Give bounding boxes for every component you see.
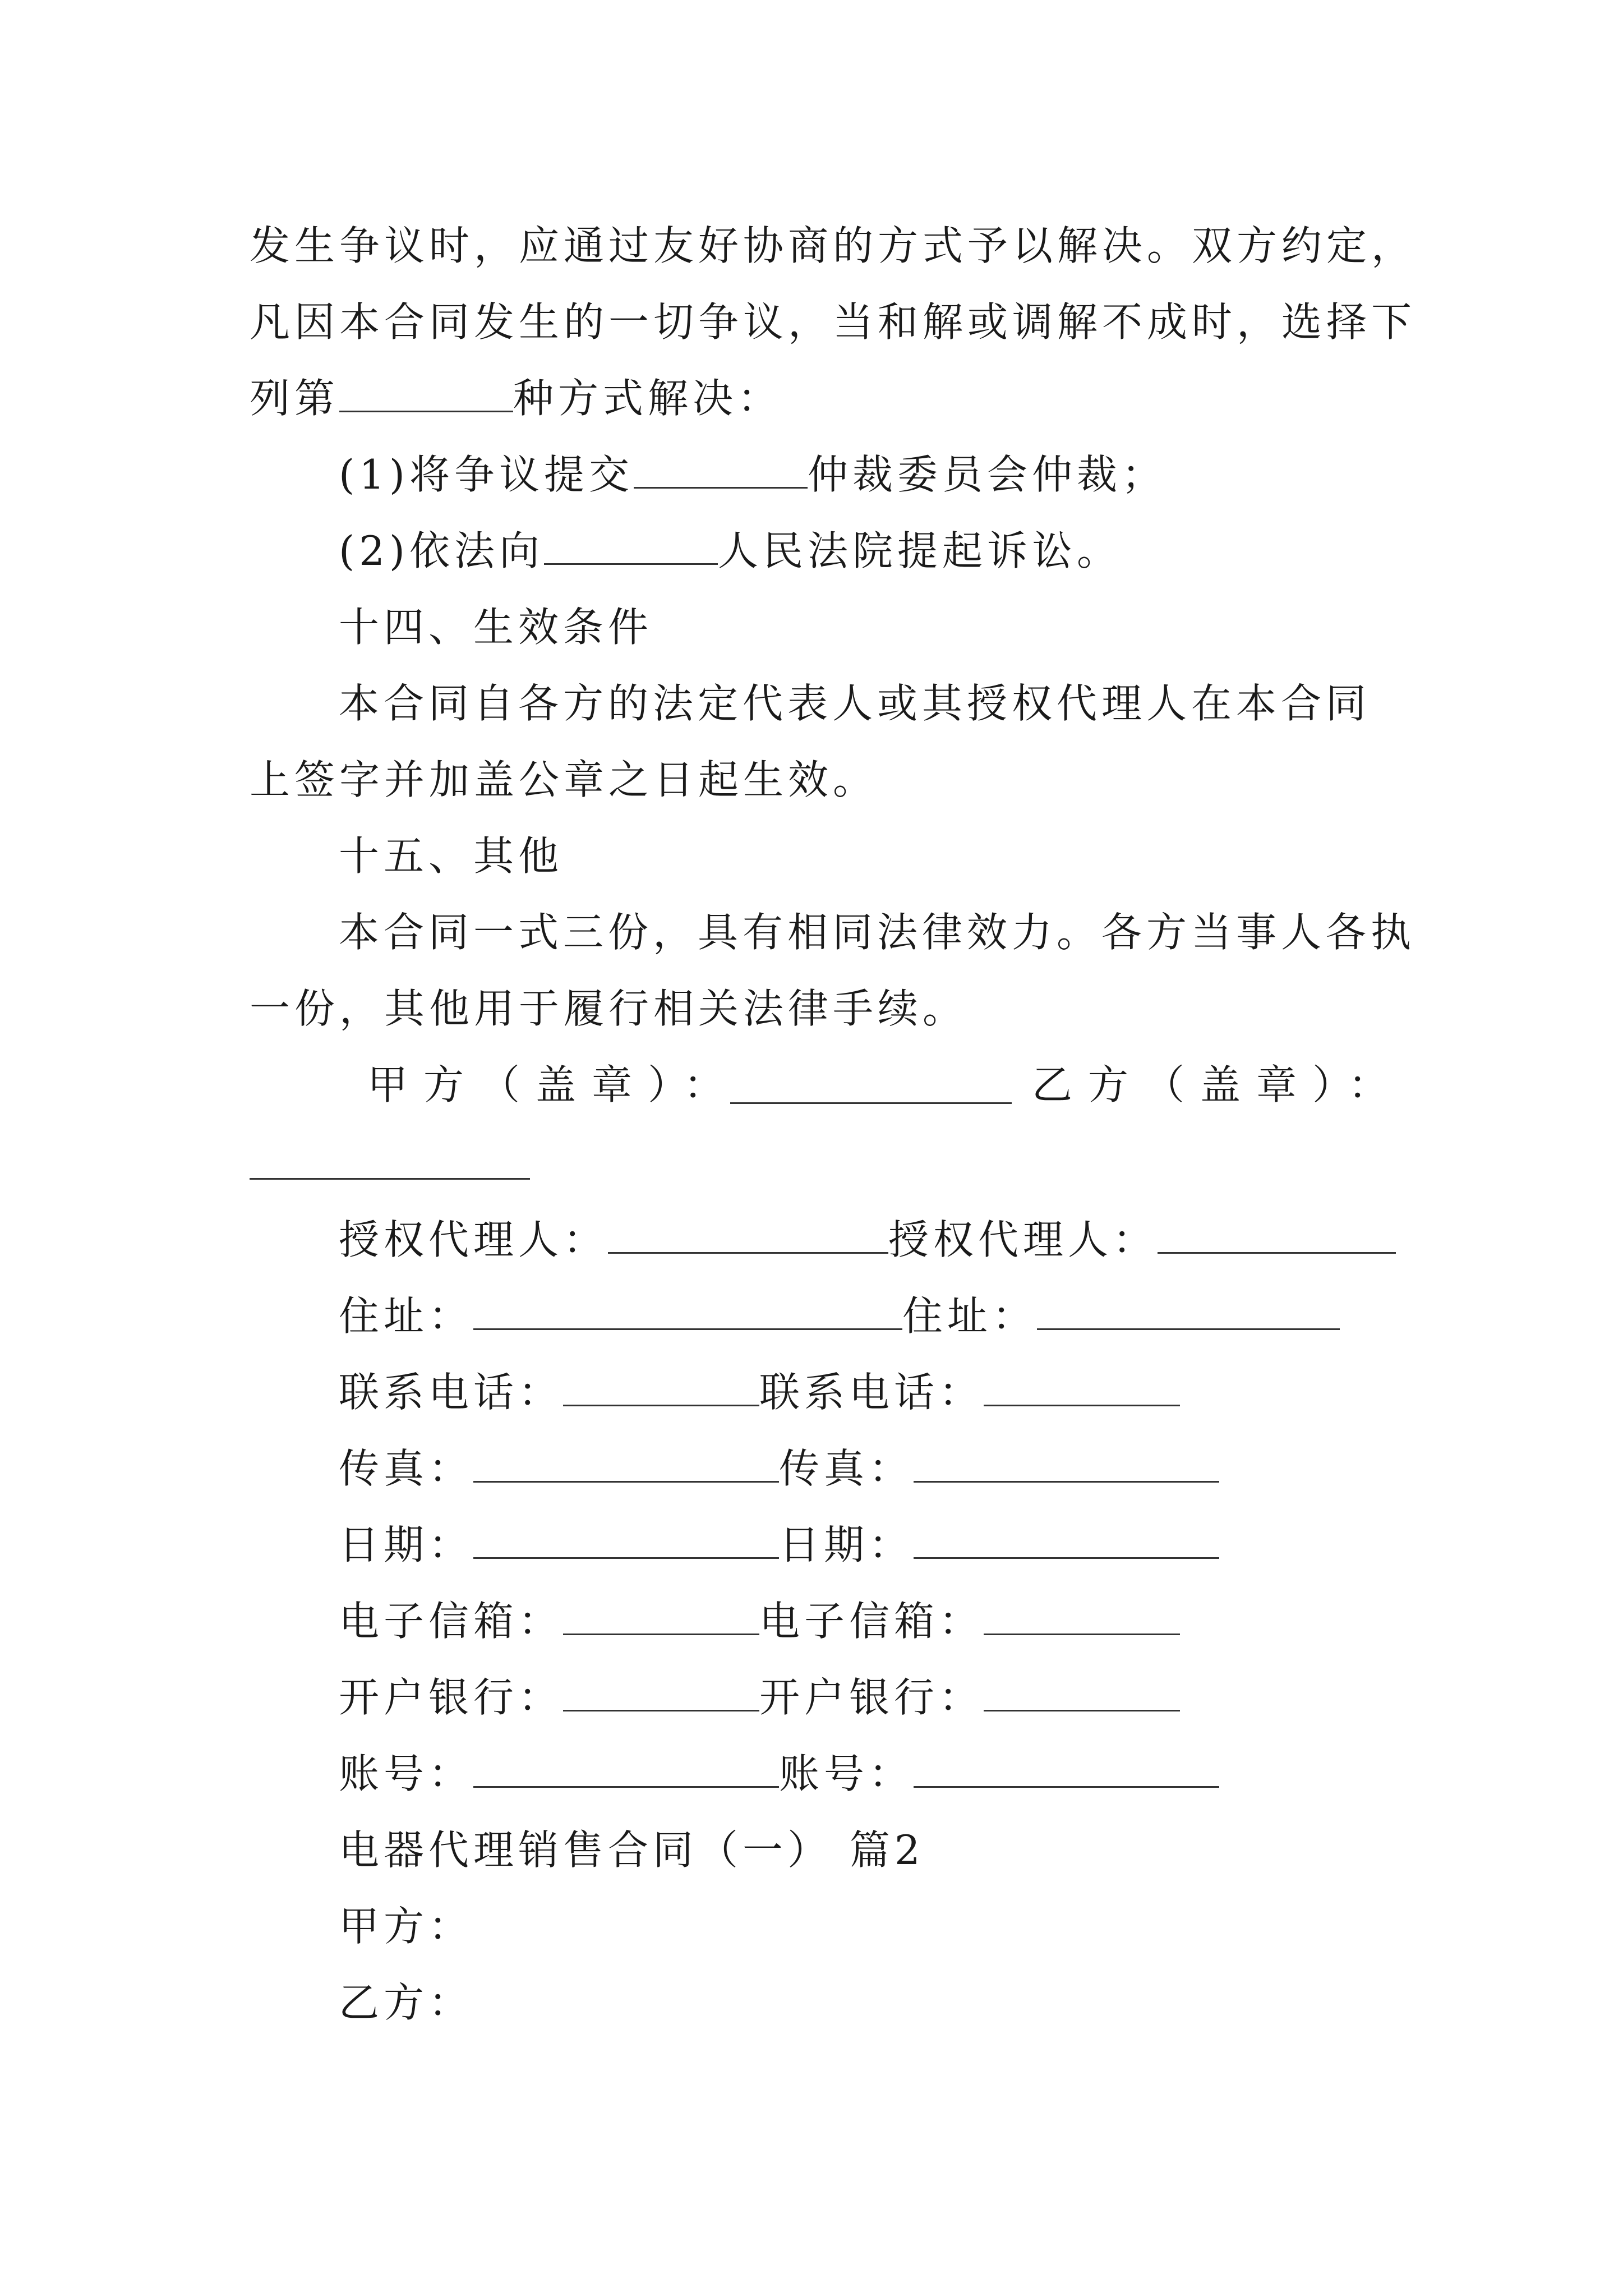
party-a-field-blank	[473, 1289, 902, 1330]
party-a-field-blank	[473, 1747, 779, 1788]
arbitration-commission-blank	[634, 448, 808, 489]
text-fragment: 种方式解决：	[513, 375, 783, 422]
party-b-field-label: 传真：	[779, 1445, 914, 1492]
party-b-seal-label: 乙方（盖章）：	[1032, 1061, 1405, 1108]
paragraph-line: 发生争议时，应通过友好协商的方式予以解决。双方约定，	[250, 222, 1417, 269]
court-blank	[544, 524, 718, 565]
paragraph-line: 一份，其他用于履行相关法律手续。	[250, 985, 968, 1032]
paragraph-line	[250, 370, 782, 426]
party-b-field-blank	[984, 1671, 1180, 1711]
method-number-blank	[339, 371, 513, 412]
party-a-field-label: 传真：	[339, 1445, 474, 1492]
option-2-line	[339, 523, 1122, 579]
party-a-label: 甲方：	[339, 1903, 474, 1950]
party-b-field-blank	[984, 1594, 1180, 1635]
party-b-field-label: 开户银行：	[759, 1674, 984, 1721]
option-1-line	[339, 447, 1166, 503]
signature-row	[339, 1669, 1180, 1726]
signature-row	[339, 1212, 1396, 1268]
party-b-field-blank	[914, 1518, 1219, 1559]
party-b-seal-blank	[250, 1139, 530, 1180]
text-fragment: 列第	[250, 375, 340, 422]
party-a-field-blank	[563, 1594, 759, 1635]
section-heading: 十五、其他	[339, 832, 564, 880]
paragraph-line: 本合同自各方的法定代表人或其授权代理人在本合同	[339, 680, 1371, 727]
party-a-field-blank	[473, 1518, 779, 1559]
party-b-field-blank	[1037, 1289, 1340, 1330]
party-b-field-label: 电子信箱：	[759, 1598, 984, 1645]
party-b-field-blank	[914, 1442, 1219, 1483]
next-contract-title: 电器代理销售合同（一） 篇2	[339, 1826, 925, 1874]
signature-row	[339, 1441, 1219, 1497]
party-a-field-blank	[563, 1671, 759, 1711]
party-b-label: 乙方：	[339, 1979, 474, 2026]
signature-row	[339, 1288, 1340, 1344]
signature-row	[339, 1517, 1219, 1573]
party-a-field-label: 开户银行：	[339, 1674, 564, 1721]
text-fragment: 人民法院提起诉讼。	[718, 527, 1122, 574]
party-a-field-label: 账号：	[339, 1750, 474, 1797]
party-a-field-label: 授权代理人：	[339, 1216, 608, 1263]
party-b-field-label: 账号：	[779, 1750, 914, 1797]
party-b-field-label: 授权代理人：	[888, 1216, 1158, 1263]
signature-row	[339, 1364, 1180, 1420]
party-b-field-label: 日期：	[779, 1521, 914, 1568]
party-b-field-blank	[984, 1365, 1180, 1406]
signature-row	[339, 1593, 1180, 1649]
party-a-field-label: 日期：	[339, 1521, 474, 1568]
paragraph-line: 上签字并加盖公章之日起生效。	[250, 756, 878, 803]
party-a-field-label: 电子信箱：	[339, 1598, 564, 1645]
paragraph-line: 本合同一式三份，具有相同法律效力。各方当事人各执	[339, 909, 1416, 956]
party-a-field-label: 住址：	[339, 1292, 474, 1340]
party-b-field-label: 住址：	[902, 1292, 1038, 1340]
section-heading: 十四、生效条件	[339, 604, 653, 651]
party-a-seal-label: 甲方（盖章）：	[367, 1061, 740, 1108]
party-a-seal-blank	[730, 1063, 1012, 1104]
party-a-field-blank	[563, 1365, 759, 1406]
party-a-field-blank	[608, 1213, 888, 1254]
party-b-field-label: 联系电话：	[759, 1369, 984, 1416]
party-a-field-label: 联系电话：	[339, 1369, 564, 1416]
text-fragment: (2)依法向	[339, 527, 544, 574]
party-a-field-blank	[473, 1442, 779, 1483]
signature-row	[339, 1746, 1219, 1802]
party-b-field-blank	[1158, 1213, 1396, 1254]
paragraph-line: 凡因本合同发生的一切争议，当和解或调解不成时，选择下	[250, 298, 1417, 346]
text-fragment: (1)将争议提交	[339, 451, 634, 498]
text-fragment: 仲裁委员会仲裁；	[808, 451, 1167, 498]
party-b-field-blank	[914, 1747, 1219, 1788]
